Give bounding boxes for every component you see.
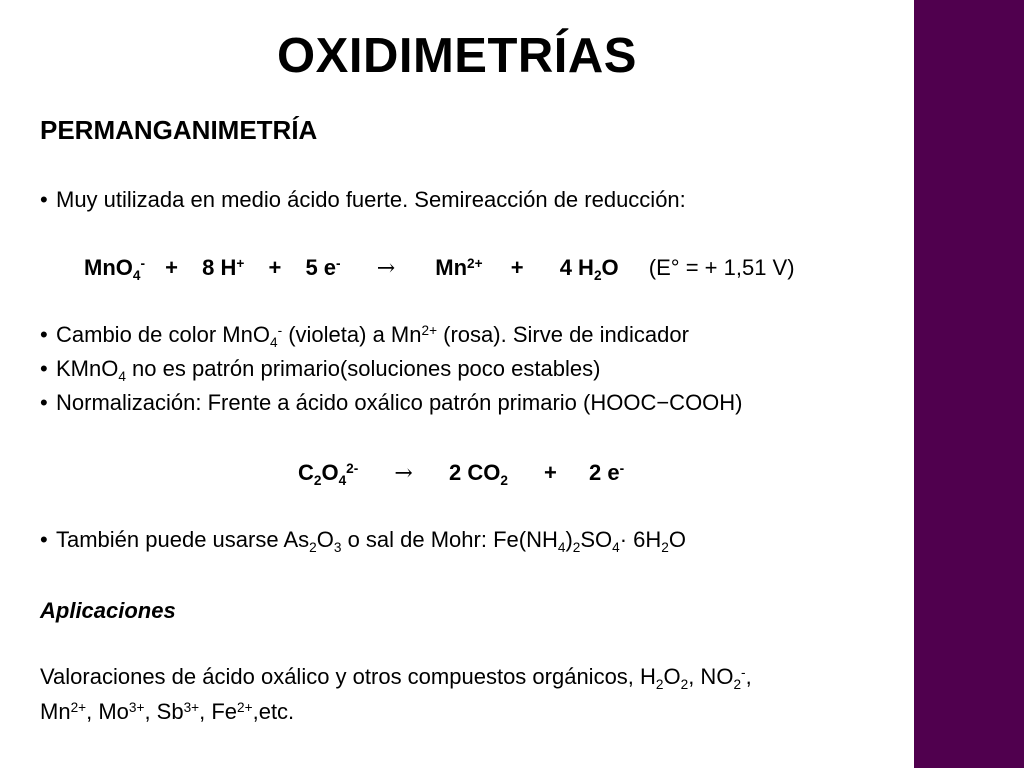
reduction-equation: MnO$_4$- + 8 H+ + 5 $e^- \to Mn^{2+} + 4$ $H_2O$ (E° = + 1,51 V) (84, 255, 795, 283)
hydrogen-ion: 8 H+ (202, 255, 245, 280)
bullet-not-primary-standard: • KMnO$_4$ no es patrón primario(soluciones poco estables) (40, 354, 600, 384)
applications-heading: Aplicaciones (40, 598, 176, 623)
section-heading: PERMANGANIMETRÍA (40, 115, 318, 145)
carbon-dioxide: 2 $CO_2$ (448, 460, 508, 488)
standard-potential: (E° = + 1,51 V) (648, 255, 795, 280)
slide-title: OXIDIMETRÍAS (277, 29, 637, 83)
electrons: 5 e- (305, 255, 341, 280)
bullet-strong-acid: • Muy utilizada en medio ácido fuerte. Semireacción de reducción: (40, 185, 686, 215)
side-accent-bar (914, 0, 1024, 768)
reaction-arrow: → (394, 461, 413, 486)
applications-line-2: $Mn^{2+}$, $Mo^{3+}$, $Sb^{3+}$, $Fe^{2+},etc$. (40, 699, 295, 724)
bullet-normalization: • Normalización: Frente a ácido oxálico patrón primario (HOOC−COOH) (40, 388, 743, 418)
bullet-alternative-standards: • También puede usarse $As_2O_3$ o sal de Mohr: $Fe(NH_4)_2SO_4\cdot 6H_2O$ (40, 525, 686, 555)
reaction-arrow: → (376, 256, 396, 281)
applications-line-1: Valoraciones de ácido oxálico y otros compuestos orgánicos, $H_2O_2$, $NO_2^-$, (40, 664, 752, 692)
electrons: 2 e- (589, 460, 625, 485)
bullet-color-change: • Cambio de color MnO$_4$- (violeta) a $Mn^{2+}$ (rosa). Sirve de indicador (40, 320, 689, 350)
oxalate-equation: $C_2O_4^{2-} \to 2$ $CO_2 + 2$ e- (298, 460, 625, 488)
manganese-ion: $Mn^{2+}$ (435, 255, 483, 280)
water: 4 $H_2O$ (559, 255, 619, 283)
oxalate-ion: $C_2O_4^{2-}$ (298, 460, 359, 488)
permanganate-ion: MnO$_4$- (84, 255, 146, 283)
